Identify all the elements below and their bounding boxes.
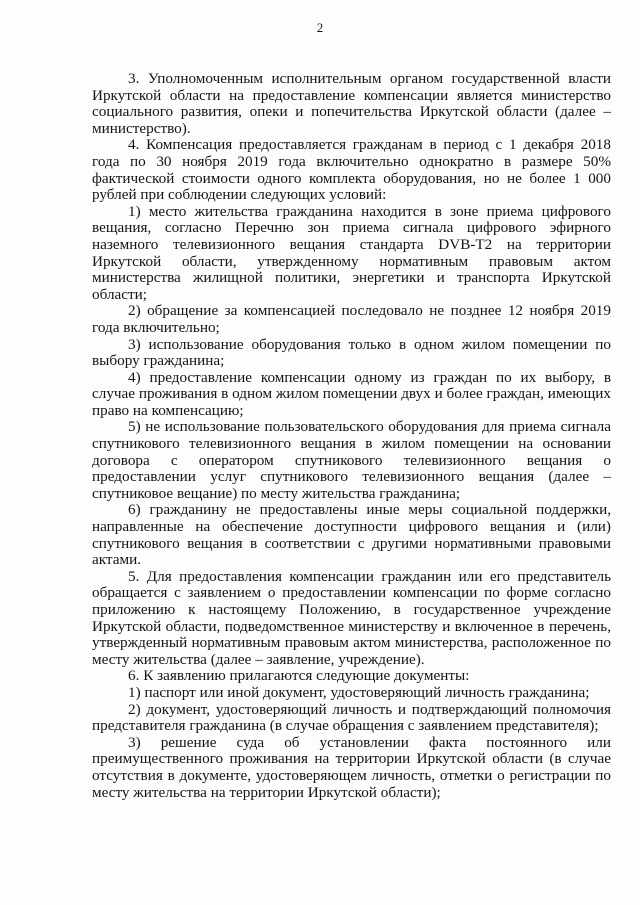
condition-1-reception-zone: 1) место жительства гражданина находится в зоне приема цифрового вещания, согласно Перечню зон приема сигнала цифрового эфирного наземного телевизионного вещания стандарта DVB-T2 на территории Иркутской области, утвержденному нормативным правовым актом министерства жилищной политики, энергетики и транспорта Иркутской области; [92,202,611,303]
paragraph-3-authority: 3. Уполномоченным исполнительным органом государственной власти Иркутской области на предоставление компенсации является министерство социального развития, опеки и попечительства Иркутской области (далее – министерство). [92,70,611,137]
page-number: 2 [316,20,324,35]
document-1-passport: 1) паспорт или иной документ, удостоверяющий личность гражданина; [128,683,590,701]
condition-6-no-other-support: 6) гражданину не предоставлены иные меры социальной поддержки, направленные на обеспечение доступности цифрового вещания и (или) спутникового вещания в соответствии с другими нормативными правовыми актами. [92,501,611,569]
document-2-representative: 2) документ, удостоверяющий личность и подтверждающий полномочия представителя гражданина (в случае обращения с заявлением представителя); [92,700,611,735]
paragraph-5-application: 5. Для предоставления компенсации гражданин или его представитель обращается с заявлением о предоставлении компенсации по форме согласно приложению к настоящему Положению, в государственное учреждение Иркутской области, подведомственное министерству и включенное в перечень, утвержденный нормативным правовым актом министерства, расположенное по месту жительства (далее – заявление, учреждение). [92,567,611,668]
condition-3-single-dwelling: 3) использование оборудования только в одном жилом помещении по выбору гражданина; [92,335,611,370]
paragraph-4-compensation: 4. Компенсация предоставляется гражданам в период с 1 декабря 2018 года по 30 ноября 2019 года включительно однократно в размере 50% фактической стоимости одного комплекта оборудования, но не более 1 000 рублей при соблюдении следующих условий: [92,136,611,204]
condition-2-deadline: 2) обращение за компенсацией последовало не позднее 12 ноября 2019 года включительно; [92,302,611,336]
paragraph-6-documents: 6. К заявлению прилагаются следующие документы: [128,667,470,685]
document-3-court-decision: 3) решение суда об установлении факта постоянного или преимущественного проживания на территории Иркутской области (в случае отсутствия в документе, удостоверяющем личность, отметки о регистрации по месту жительства на территории Иркутской области); [92,733,611,801]
document-body [92,71,611,801]
condition-4-one-citizen: 4) предоставление компенсации одному из граждан по их выбору, в случае проживания в одном жилом помещении двух и более граждан, имеющих право на компенсацию; [92,368,611,419]
condition-5-no-satellite: 5) не использование пользовательского оборудования для приема сигнала спутникового телевизионного вещания в жилом помещении на основании договора с оператором спутникового телевизионного вещания о предоставлении услуг спутникового телевизионного вещания (далее – спутниковое вещание) по месту жительства гражданина; [92,418,611,502]
